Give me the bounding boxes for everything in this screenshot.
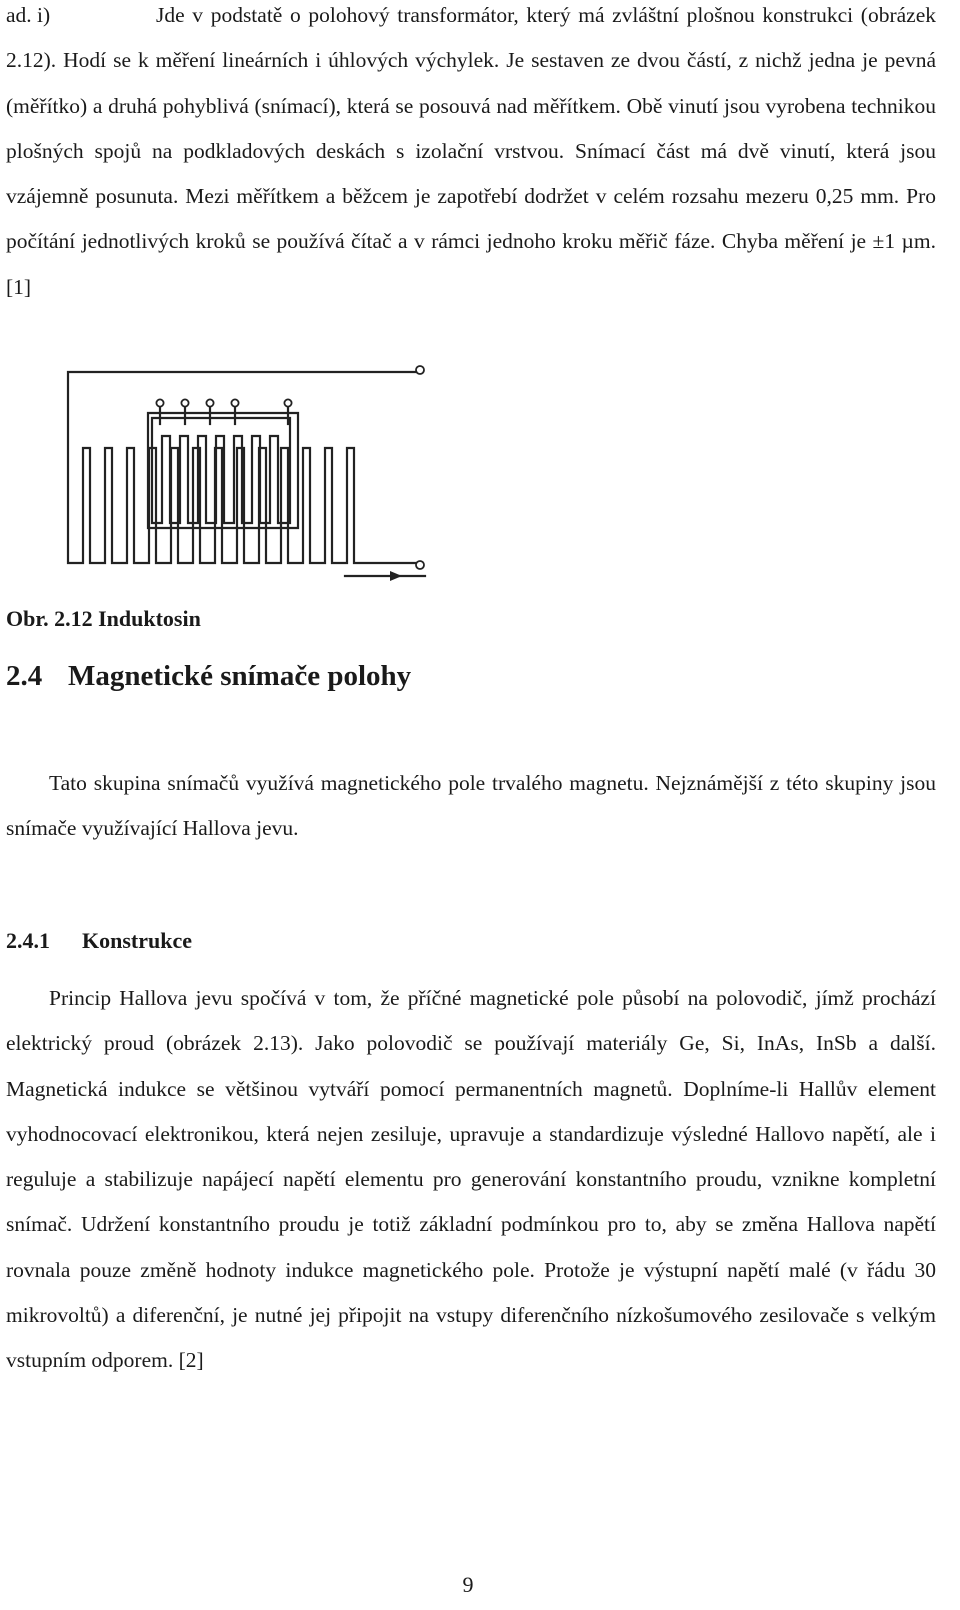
section-heading bbox=[6, 660, 411, 693]
induktosin-figure bbox=[40, 358, 440, 586]
paragraph-lead: ad. i) bbox=[6, 3, 51, 27]
paragraph-body: Jde v podstatě o polohový transformátor, který má zvláštní plošnou konstrukci (obrázek 2.12). Hodí se k měření lineárních i úhlových výchylek. Je sestaven ze dvou částí, z nichž jedna je pevná (měřítko) a druhá pohyblivá (snímací), která se posouvá nad měřítkem. Obě vinutí jsou vyrobena technikou plošných spojů na podkladových deskách s izolační vrstvou. Snímací část má dvě vinutí, která jsou vzájemně posunuta. Mezi měřítkem a běžcem je zapotřebí dodržet v celém rozsahu mezeru 0,25 mm. Pro počítání jednotlivých kroků se používá čítač a v rámci jednoho kroku měřič fáze. Chyba měření je ±1 µm. [1] bbox=[6, 3, 936, 299]
paragraph-induktosin bbox=[6, 0, 936, 310]
subsection-number: 2.4.1 bbox=[6, 928, 50, 953]
section-intro-paragraph: Tato skupina snímačů využívá magnetického pole trvalého magnetu. Nejznámější z této skupiny jsou snímače využívající Hallova jevu. bbox=[6, 771, 936, 841]
section-title: Magnetické snímače polohy bbox=[68, 660, 412, 692]
subsection-title: Konstrukce bbox=[82, 928, 192, 953]
figure-caption: Obr. 2.12 Induktosin bbox=[6, 606, 201, 631]
subsection-paragraph: Princip Hallova jevu spočívá v tom, že příčné magnetické pole působí na polovodič, jímž prochází elektrický proud (obrázek 2.13). Jako polovodič se používají materiály Ge, Si, InAs, InSb a další. Magnetická indukce se většinou vytváří pomocí permanentních magnetů. Doplníme-li Hallův element vyhodnocovací elektronikou, která nejen zesiluje, upravuje a standardizuje výsledné Hallovo napětí, ale i reguluje a stabilizuje napájecí napětí elementu pro generování konstantního proudu, vznikne kompletní snímač. Udržení konstantního proudu je totiž základní podmínkou pro to, aby se změna Hallova napětí rovnala pouze změně hodnoty indukce magnetického pole. Protože je výstupní napětí malé (v řádu 30 mikrovoltů) a diferenční, je nutné jej připojit na vstupy diferenčního nízkošumového zesilovače s velkým vstupním odporem. [2] bbox=[6, 986, 936, 1373]
section-number: 2.4 bbox=[6, 660, 43, 692]
page-number: 9 bbox=[462, 1572, 474, 1597]
subsection-heading bbox=[6, 928, 192, 954]
